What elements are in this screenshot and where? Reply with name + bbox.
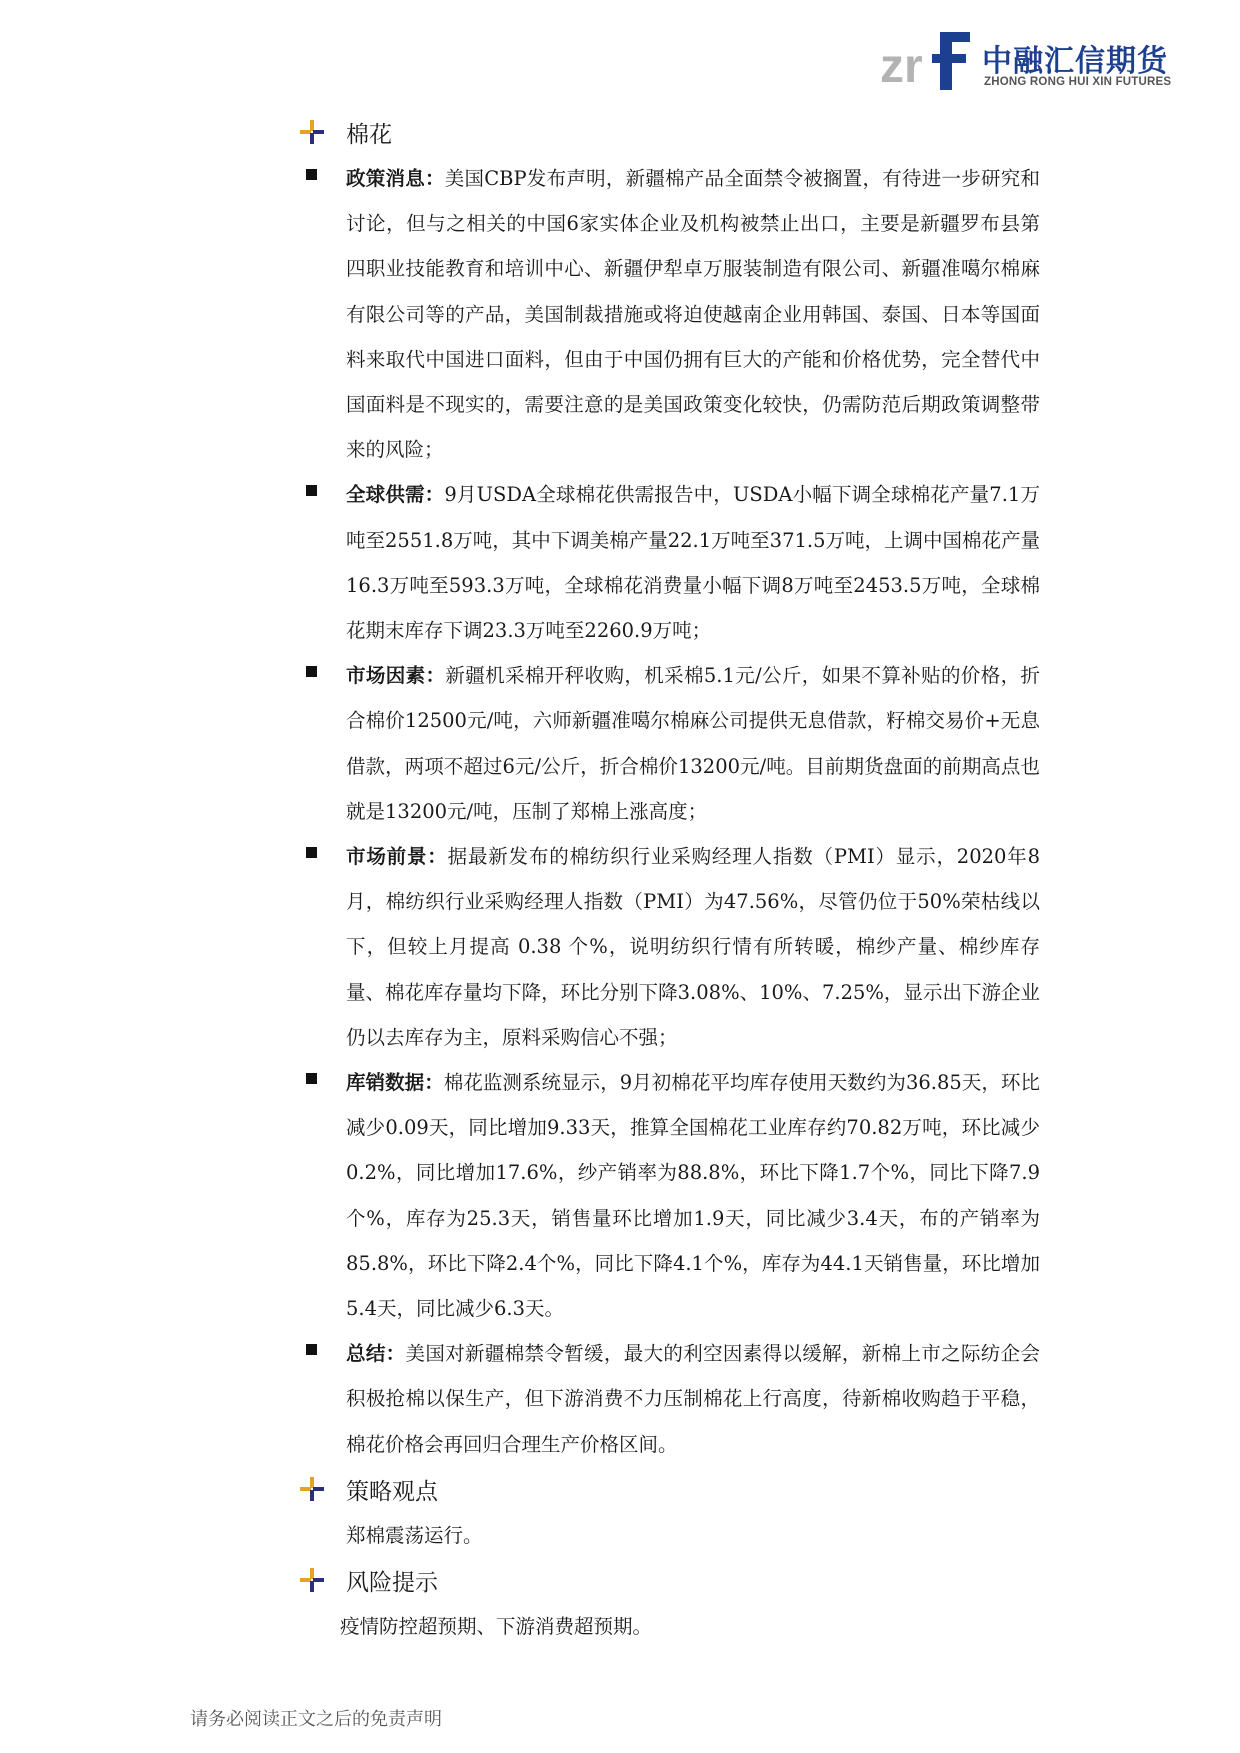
section-title: 策略观点 — [346, 1478, 438, 1505]
section-title: 棉花 — [346, 122, 392, 148]
logo-english-name: ZHONG RONG HUI XIN FUTURES — [984, 76, 1172, 88]
risk-text: 疫情防控超预期、下游消费超预期。 — [340, 1614, 653, 1638]
section-strategy-heading — [300, 1467, 1040, 1513]
bullet-label: 政策消息： — [346, 167, 445, 190]
bullet-label: 市场前景： — [346, 845, 448, 869]
bullet-label: 全球供需： — [346, 483, 445, 507]
bullet-summary — [300, 1331, 1040, 1467]
bullet-paragraph — [346, 653, 1040, 834]
bullet-paragraph — [346, 1331, 1040, 1467]
bullet-inventory-sales — [300, 1060, 1040, 1331]
svg-text:zr: zr — [880, 40, 923, 93]
bullet-text: 美国CBP发布声明，新疆棉产品全面禁令被搁置，有待进一步研究和讨论，但与之相关的中国6家实体企业及机构被禁止出口，主要是新疆罗布县第四职业技能教育和培训中心、新疆伊犁卓万服装制造有限公司、新疆准噶尔棉麻有限公司等的产品，美国制裁措施或将迫使越南企业用韩国、泰国、日本等国面料来取代中国进口面料，但由于中国仍拥有巨大的产能和价格优势，完全替代中国面料是不现实的，需要注意的是美国政策变化较快，仍需防范后期政策调整带来的风险； — [346, 167, 1040, 462]
bullet-policy — [300, 156, 1040, 472]
bullet-label: 总结： — [346, 1342, 406, 1366]
bullet-square-icon — [306, 169, 317, 180]
section-risk-heading — [300, 1558, 1040, 1604]
bullet-paragraph — [346, 834, 1040, 1060]
report-body — [300, 110, 1040, 1649]
bullet-square-icon — [306, 666, 317, 677]
section-cotton-heading — [300, 110, 1040, 156]
bullet-square-icon — [306, 847, 317, 858]
bullet-paragraph — [346, 472, 1040, 653]
bullet-text: 新疆机采棉开秤收购，机采棉5.1元/公斤，如果不算补贴的价格，折合棉价12500元/吨，六师新疆准噶尔棉麻公司提供无息借款，籽棉交易价+无息借款，两项不超过6元/公斤，折合棉价13200元/吨。目前期货盘面的前期高点也就是13200元/吨，压制了郑棉上涨高度； — [346, 664, 1040, 823]
footer-disclaimer: 请务必阅读正文之后的免责声明 — [190, 1709, 442, 1730]
bullet-paragraph — [346, 156, 1040, 472]
bullet-square-icon — [306, 1073, 317, 1084]
bullet-square-icon — [306, 1344, 317, 1355]
bullet-market-factors — [300, 653, 1040, 834]
bullet-label: 库销数据： — [346, 1071, 444, 1095]
bullet-paragraph — [346, 1060, 1040, 1331]
bullet-text: 棉花监测系统显示，9月初棉花平均库存使用天数约为36.85天，环比减少0.09天，同比增加9.33天，推算全国棉花工业库存约70.82万吨，环比减少0.2%，同比增加17.6%，纱产销率为88.8%，环比下降1.7个%，同比下降7.9个%，库存为25.3天，销售量环比增加1.9天，同比减少3.4天，布的产销率为85.8%，环比下降2.4个%，同比下降4.1个%，库存为44.1天销售量，环比增加5.4天，同比减少6.3天。 — [346, 1071, 1040, 1321]
section-marker-icon — [300, 1568, 324, 1592]
bullet-text: 9月USDA全球棉花供需报告中，USDA小幅下调全球棉花产量7.1万吨至2551.8万吨，其中下调美棉产量22.1万吨至371.5万吨，上调中国棉花产量16.3万吨至593.3万吨，全球棉花消费量小幅下调8万吨至2453.5万吨，全球棉花期末库存下调23.3万吨至2260.9万吨； — [346, 483, 1040, 643]
strategy-text: 郑棉震荡运行。 — [346, 1523, 483, 1547]
bullet-text: 美国对新疆棉禁令暂缓，最大的利空因素得以缓解，新棉上市之际纺企会积极抢棉以保生产，但下游消费不力压制棉花上行高度，待新棉收购趋于平稳，棉花价格会再回归合理生产价格区间。 — [346, 1342, 1040, 1456]
section-title: 风险提示 — [346, 1569, 438, 1596]
bullet-text: 据最新发布的棉纺织行业采购经理人指数（PMI）显示，2020年8月，棉纺织行业采购经理人指数（PMI）为47.56%，尽管仍位于50%荣枯线以下，但较上月提高 0.38 个%，说明纺织行情有所转暖，棉纱产量、棉纱库存量、棉花库存量均下降，环比分别下降3.08%、10%、7.25%，显示出下游企业仍以去库存为主，原料采购信心不强； — [346, 845, 1040, 1049]
logo-chinese-name: 中融汇信期货 — [982, 44, 1168, 79]
section-marker-icon — [300, 120, 324, 144]
bullet-square-icon — [306, 485, 317, 496]
company-logo — [880, 30, 1170, 94]
bullet-global-supply-demand — [300, 472, 1040, 653]
bullet-label: 市场因素： — [346, 664, 446, 688]
bullet-market-outlook — [300, 834, 1040, 1060]
section-marker-icon — [300, 1477, 324, 1501]
zrf-logo-icon — [880, 30, 975, 94]
